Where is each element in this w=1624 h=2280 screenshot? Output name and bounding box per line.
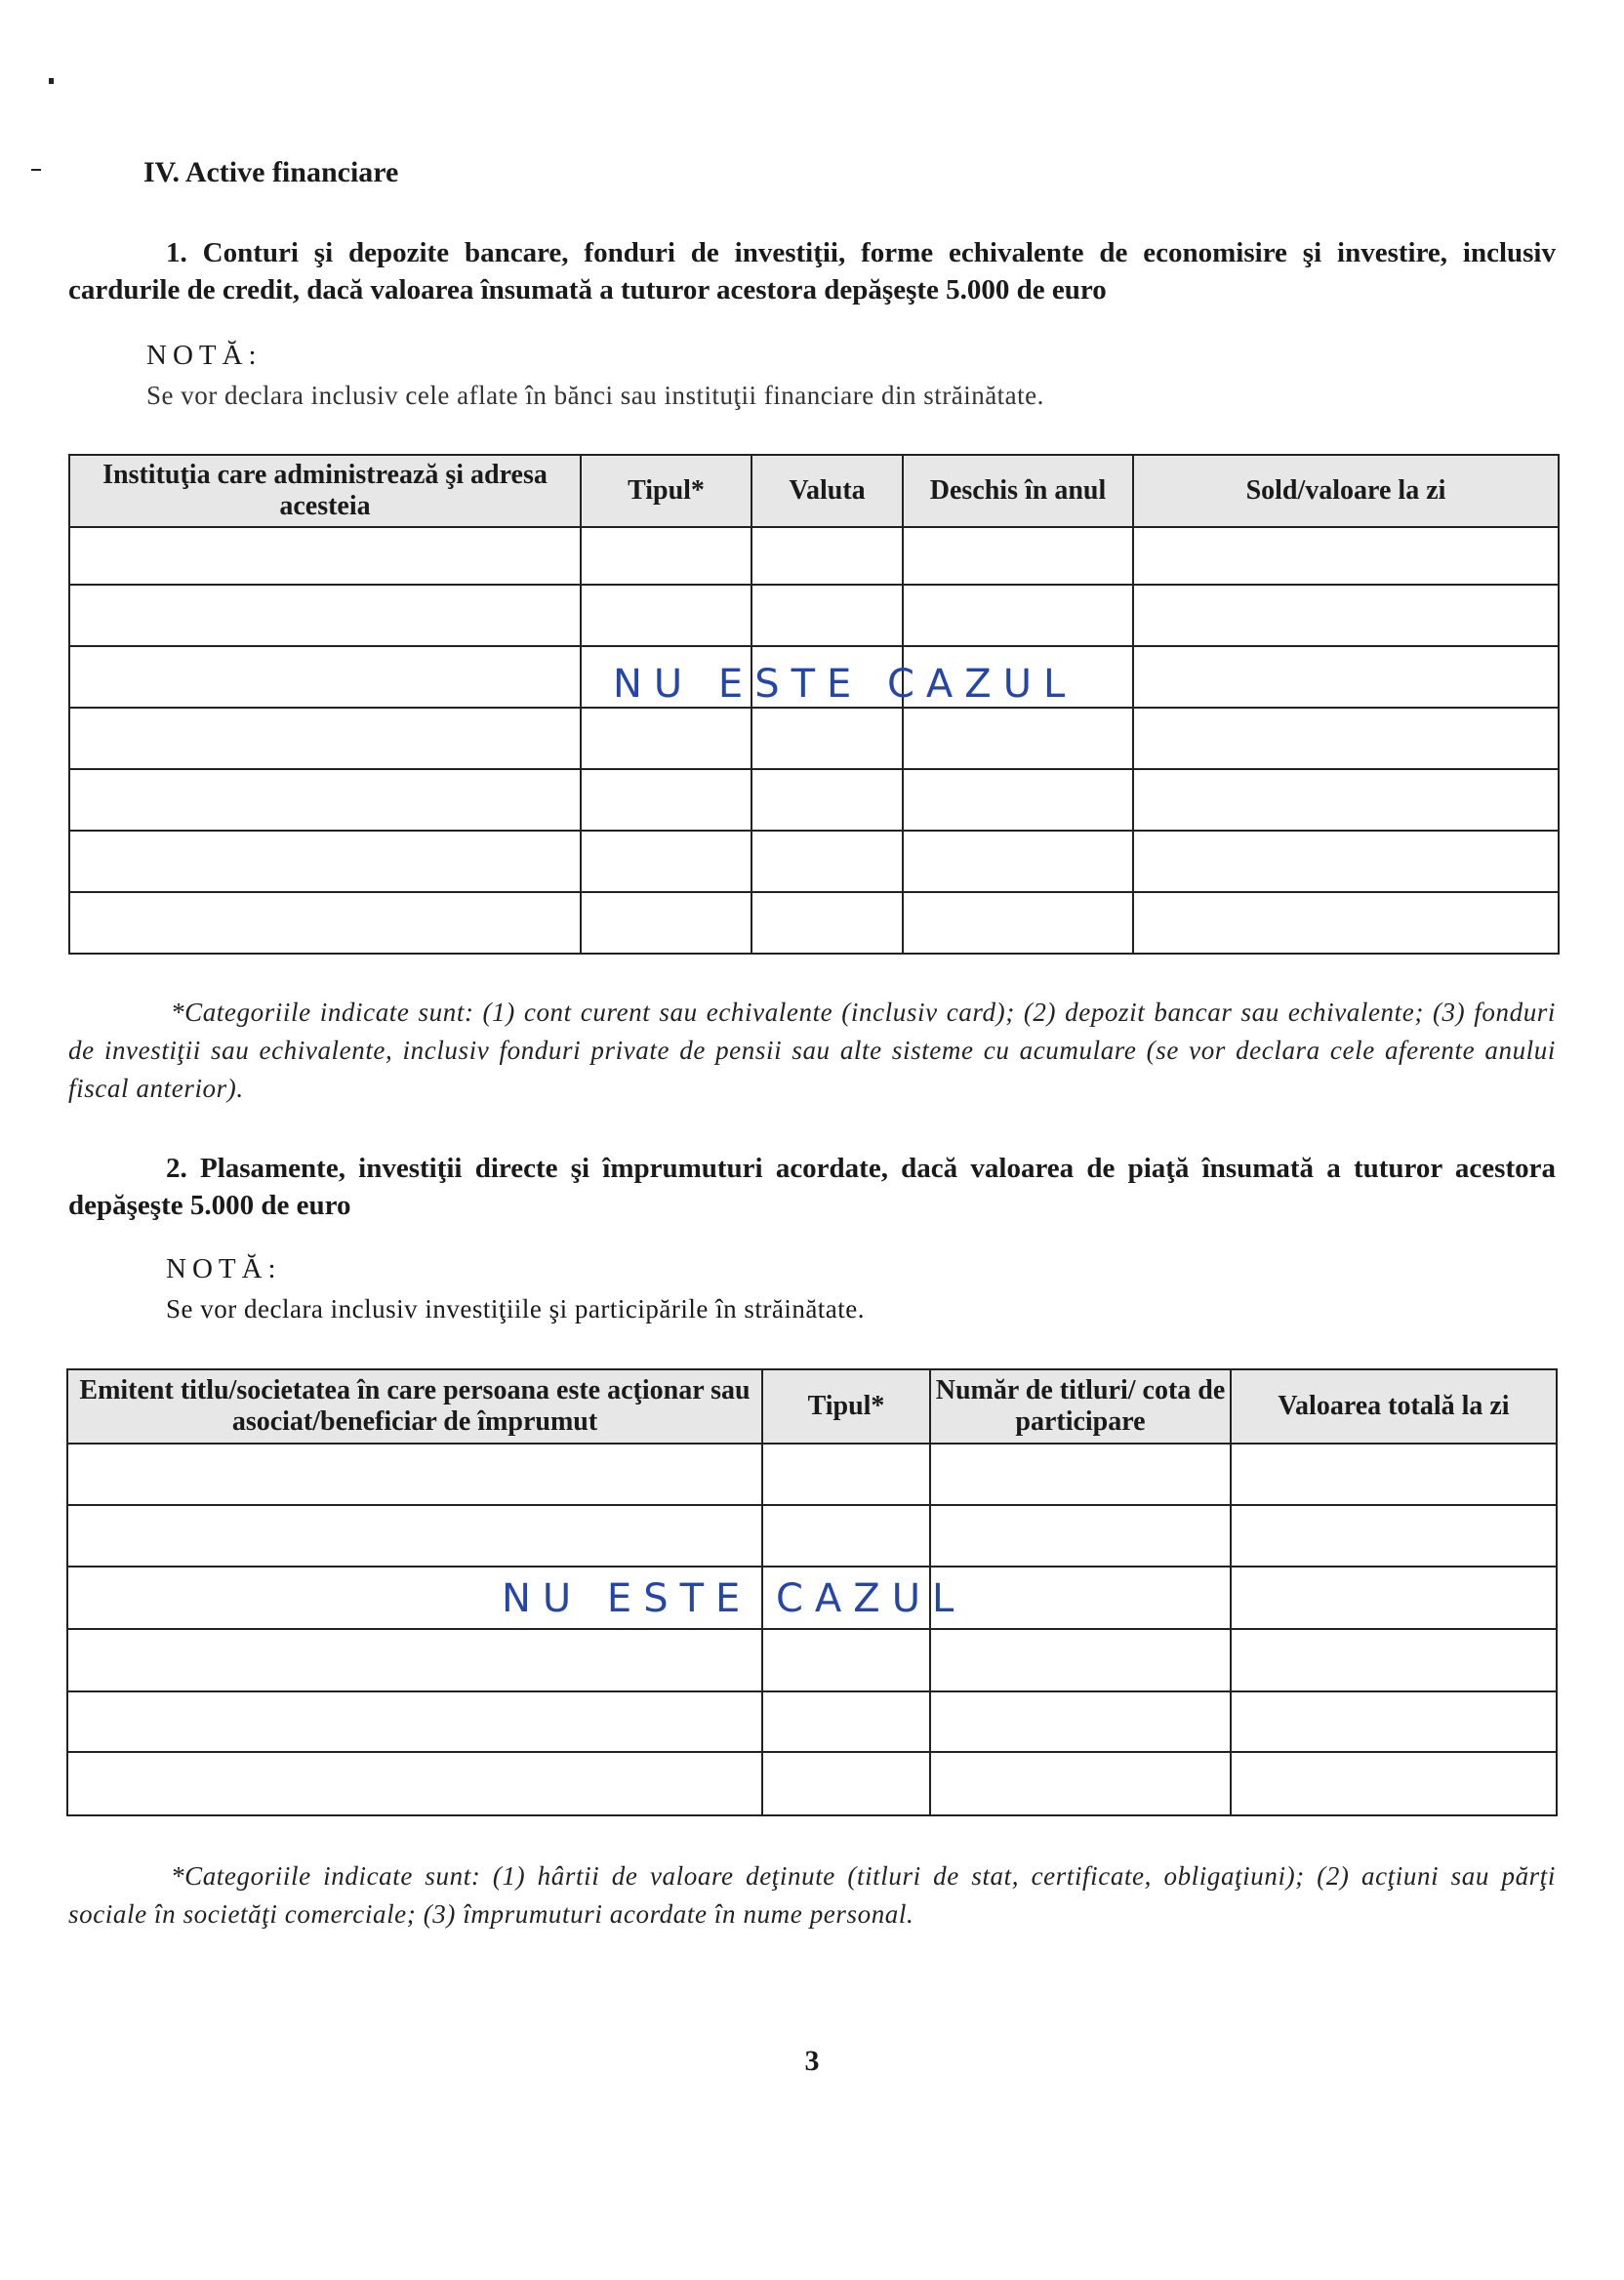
column-header: Tipul* <box>581 455 751 527</box>
table-cell <box>762 1444 930 1505</box>
table-cell <box>930 1691 1231 1752</box>
table-cell <box>69 831 581 892</box>
table-cell <box>581 527 751 585</box>
table-cell <box>67 1691 762 1752</box>
table-cell <box>930 1752 1231 1815</box>
table-cell <box>69 646 581 708</box>
table-cell <box>67 1752 762 1815</box>
table-cell <box>1231 1752 1557 1815</box>
table-cell <box>903 892 1133 954</box>
table-cell <box>1231 1629 1557 1691</box>
table-cell <box>69 585 581 646</box>
table-cell <box>1133 527 1559 585</box>
table-cell <box>581 769 751 831</box>
section1-note-label: NOTĂ: <box>146 340 263 371</box>
table-cell <box>67 1444 762 1505</box>
table-cell <box>1133 831 1559 892</box>
table-cell <box>69 892 581 954</box>
table-cell <box>903 527 1133 585</box>
section2-heading: 2. Plasamente, investiţii directe şi împrumuturi acordate, dacă valoarea de piaţă însumată a tuturor acestora depăşeşte 5.000 de euro <box>68 1153 1556 1221</box>
table-cell <box>903 831 1133 892</box>
table-cell <box>751 527 903 585</box>
column-header: Valuta <box>751 455 903 527</box>
column-header: Sold/valoare la zi <box>1133 455 1559 527</box>
table-cell <box>67 1505 762 1567</box>
table-cell <box>762 1691 930 1752</box>
table-cell <box>69 769 581 831</box>
table-row <box>67 1444 1557 1505</box>
scan-mark <box>49 78 54 84</box>
table-cell <box>1133 892 1559 954</box>
table-cell <box>751 769 903 831</box>
table-cell <box>930 1444 1231 1505</box>
column-header: Deschis în anul <box>903 455 1133 527</box>
table-row <box>69 708 1559 769</box>
section1-heading: 1. Conturi şi depozite bancare, fonduri de investiţii, forme echivalente de economisire şi investire, inclusiv cardurile de credit, dacă valoarea însumată a tuturor acestora depăşeşte 5.000 de euro <box>68 237 1556 305</box>
table-cell <box>903 769 1133 831</box>
column-header: Număr de titluri/ cota de participare <box>930 1369 1231 1444</box>
table-cell <box>1231 1691 1557 1752</box>
table-cell <box>67 1629 762 1691</box>
table-cell <box>762 1752 930 1815</box>
table-row <box>69 527 1559 585</box>
table-cell <box>930 1505 1231 1567</box>
table-row <box>67 1691 1557 1752</box>
table-cell <box>751 585 903 646</box>
table-row <box>67 1752 1557 1815</box>
table-row <box>67 1505 1557 1567</box>
table-cell <box>930 1629 1231 1691</box>
table-cell <box>69 708 581 769</box>
table-row <box>69 831 1559 892</box>
table-cell <box>1133 585 1559 646</box>
table-row <box>69 585 1559 646</box>
section1-footnote: *Categoriile indicate sunt: (1) cont curent sau echivalente (inclusiv card); (2) depozit bancar sau echivalente; (3) fonduri de investiţii sau echivalente, inclusiv fonduri private de pensii sau alte sisteme cu acumulare (se vor declara cele aferente anului fiscal anterior). <box>68 998 1556 1103</box>
table-cell <box>751 892 903 954</box>
table-cell <box>581 831 751 892</box>
table-cell <box>581 892 751 954</box>
table-cell <box>1231 1444 1557 1505</box>
column-header: Emitent titlu/societatea în care persoana este acţionar sau asociat/beneficiar de împrumut <box>67 1369 762 1444</box>
table-cell <box>1231 1567 1557 1629</box>
table-header-row <box>67 1369 1557 1444</box>
table-cell <box>1133 646 1559 708</box>
handwritten-note: NU ESTE CAZUL <box>613 662 1077 707</box>
table-header-row <box>69 455 1559 527</box>
table-cell <box>903 708 1133 769</box>
table-cell <box>903 585 1133 646</box>
section-title: IV. Active financiare <box>143 156 399 188</box>
table-cell <box>1133 769 1559 831</box>
table-cell <box>1231 1505 1557 1567</box>
table-row <box>67 1629 1557 1691</box>
table-cell <box>762 1629 930 1691</box>
section2-note-text: Se vor declara inclusiv investiţiile şi participările în străinătate. <box>166 1294 866 1323</box>
table-cell <box>1133 708 1559 769</box>
scan-mark <box>31 169 41 171</box>
section2-note-label: NOTĂ: <box>166 1253 282 1284</box>
column-header: Instituţia care administrează şi adresa acesteia <box>69 455 581 527</box>
table-cell <box>762 1505 930 1567</box>
handwritten-note: NU ESTE CAZUL <box>502 1576 966 1621</box>
page-number: 3 <box>804 2045 820 2077</box>
table-cell <box>581 708 751 769</box>
table-cell <box>581 585 751 646</box>
column-header: Valoarea totală la zi <box>1231 1369 1557 1444</box>
table-cell <box>751 831 903 892</box>
column-header: Tipul* <box>762 1369 930 1444</box>
table-cell <box>930 1567 1231 1629</box>
table-row <box>69 892 1559 954</box>
table-row <box>69 769 1559 831</box>
table-cell <box>751 708 903 769</box>
section1-note-text: Se vor declara inclusiv cele aflate în bănci sau instituţii financiare din străinătate. <box>146 381 1044 410</box>
table-cell <box>69 527 581 585</box>
section2-footnote: *Categoriile indicate sunt: (1) hârtii de valoare deţinute (titluri de stat, certificate, obligaţiuni); (2) acţiuni sau părţi sociale în societăţi comerciale; (3) împrumuturi acordate în nume personal. <box>68 1861 1556 1929</box>
